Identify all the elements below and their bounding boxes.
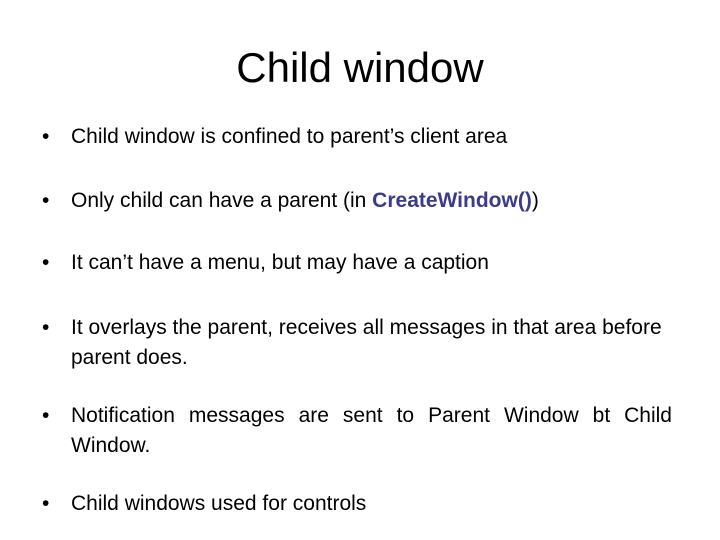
bullet-text: Child window is confined to parent’s client area (71, 125, 508, 148)
bullet-marker: • (42, 404, 50, 427)
bullet-item-parent (42, 186, 672, 216)
bullet-text: It overlays the parent, receives all messages in that area before parent does. (71, 316, 662, 369)
bullet-marker: • (42, 316, 50, 339)
bullet-text-after: ) (531, 189, 539, 212)
bullet-marker: • (42, 125, 50, 148)
slide-title: Child window (236, 44, 484, 91)
bullet-text: Notification messages are sent to Parent Window bt Child Window. (71, 404, 672, 457)
bullet-item-confined (42, 122, 672, 152)
bullet-marker: • (42, 251, 50, 274)
bullet-text (71, 186, 672, 216)
bullet-text: Child windows used for controls (71, 492, 367, 515)
bullet-marker: • (42, 189, 50, 212)
bullet-item-controls (42, 489, 672, 519)
bullet-item-notification (42, 401, 672, 461)
code-createwindow: CreateWindow() (372, 189, 532, 212)
bullet-marker: • (42, 492, 50, 515)
bullet-item-overlays (42, 313, 672, 373)
bullet-item-menu (42, 248, 672, 278)
bullet-text-before: Only child can have a parent (in (71, 189, 373, 212)
bullet-text: It can’t have a menu, but may have a caption (71, 251, 489, 274)
